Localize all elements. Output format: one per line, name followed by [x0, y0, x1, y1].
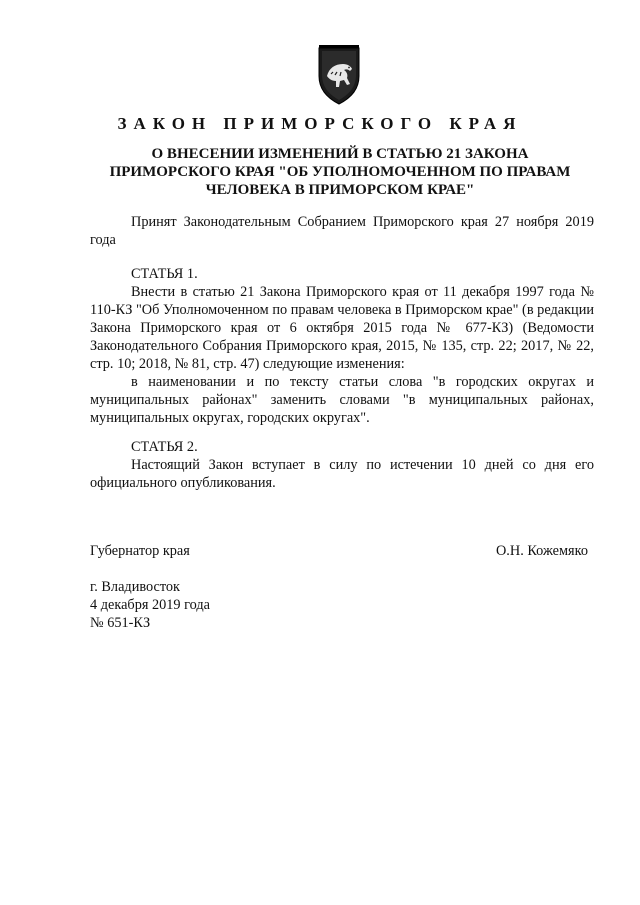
article-1-intro: Внести в статью 21 Закона Приморского края от 11 декабря 1997 года № 110-КЗ "Об Уполномоченном по правам человека в Приморском крае" (в редакции Закона Приморского края от 6 октября 2015 года № 677-КЗ) (Ведомости Законодательного Собрания Приморского края, 2015, № 135, стр. 22; 2017, № 22, стр. 10; 2018, № 81, стр. 47) следующие изменения: [90, 284, 594, 372]
law-subtitle [90, 145, 590, 199]
signer-name: О.Н. Кожемяко [495, 543, 588, 559]
signing-date: 4 декабря 2019 года [90, 597, 211, 613]
coat-of-arms-icon [313, 42, 365, 106]
signer-position: Губернатор края [90, 543, 190, 559]
article-1-heading: СТАТЬЯ 1. [131, 266, 198, 282]
place-date-block [90, 578, 210, 632]
subtitle-line: ПРИМОРСКОГО КРАЯ "ОБ УПОЛНОМОЧЕННОМ ПО ПРАВАМ [109, 164, 571, 180]
subtitle-line: ЧЕЛОВЕКА В ПРИМОРСКОМ КРАЕ" [205, 182, 475, 198]
article-1-change: в наименовании и по тексту статьи слова "в городских округах и муниципальных районах" заменить словами "в муниципальных районах, муниципальных округах, городских округах". [90, 374, 594, 426]
subtitle-line: О ВНЕСЕНИИ ИЗМЕНЕНИЙ В СТАТЬЮ 21 ЗАКОНА [151, 146, 529, 162]
law-title: ЗАКОН ПРИМОРСКОГО КРАЯ [117, 114, 523, 133]
adoption-statement: Принят Законодательным Собранием Приморского края 27 ноября 2019 года [90, 214, 594, 248]
article-2-heading: СТАТЬЯ 2. [131, 439, 198, 455]
signature-block [90, 543, 594, 560]
law-number: № 651-КЗ [90, 615, 151, 631]
article-2-text: Настоящий Закон вступает в силу по истечении 10 дней со дня его официального опубликования. [90, 457, 594, 491]
city: г. Владивосток [90, 579, 180, 595]
